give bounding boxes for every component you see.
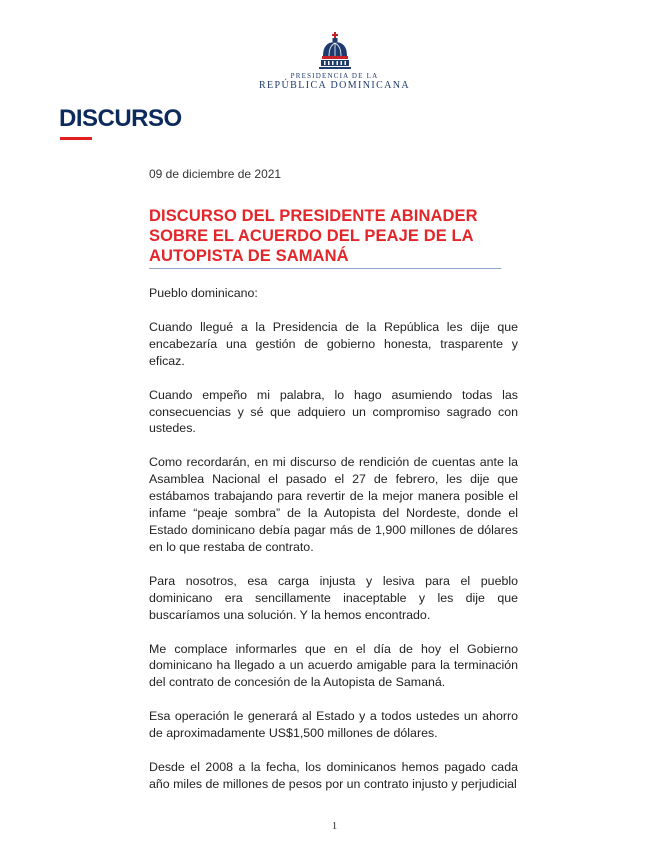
paragraph: Cuando empeño mi palabra, lo hago asumiendo todas las consecuencias y sé que adquiero un compromiso sagrado con ustedes. bbox=[149, 387, 518, 436]
paragraph: Para nosotros, esa carga injusta y lesiva para el pueblo dominicano era sencillamente inaceptable y les dije que buscaríamos una solución. Y la hemos encontrado. bbox=[149, 573, 518, 622]
section-accent-bar bbox=[60, 137, 92, 140]
document-date: 09 de diciembre de 2021 bbox=[149, 167, 282, 181]
paragraph: Esa operación le generará al Estado y a todos ustedes un ahorro de aproximadamente US$1,500 millones de dólares. bbox=[149, 709, 518, 741]
paragraph: Cuando llegué a la Presidencia de la República les dije que encabezaría una gestión de gobierno honesta, trasparente y eficaz. bbox=[149, 319, 518, 368]
dome-seal-icon bbox=[318, 32, 352, 72]
document-headline: DISCURSO DEL PRESIDENTE ABINADER SOBRE EL ACUERDO DEL PEAJE DE LA AUTOPISTA DE SAMANÁ bbox=[149, 207, 478, 265]
headline-divider bbox=[149, 268, 501, 269]
page-number: 1 bbox=[331, 820, 338, 832]
section-title: DISCURSO bbox=[59, 105, 182, 132]
logo-caption-line2: REPÚBLICA DOMINICANA bbox=[258, 80, 411, 91]
document-body bbox=[149, 166, 518, 810]
paragraph: Desde el 2008 a la fecha, los dominicanos hemos pagado cada año miles de millones de pesos por un contrato injusto y perjudicial bbox=[149, 760, 518, 791]
paragraph: Me complace informarles que en el día de hoy el Gobierno dominicano ha llegado a un acuerdo amigable para la terminación del contrato de concesión de la Autopista de Samaná. bbox=[149, 641, 518, 690]
paragraph: Pueblo dominicano: bbox=[149, 286, 258, 300]
paragraph: Como recordarán, en mi discurso de rendición de cuentas ante la Asamblea Nacional el pasado el 27 de febrero, les dije que estábamos trabajando para revertir de la mejor manera posible el infame “peaje sombra” de la Autopista del Nordeste, donde el Estado dominicano debía pagar más de 1,900 millones de dólares en lo que restaba de contrato. bbox=[149, 455, 518, 554]
presidency-logo bbox=[0, 32, 669, 72]
logo-caption-line1: PRESIDENCIA DE LA bbox=[290, 72, 379, 80]
